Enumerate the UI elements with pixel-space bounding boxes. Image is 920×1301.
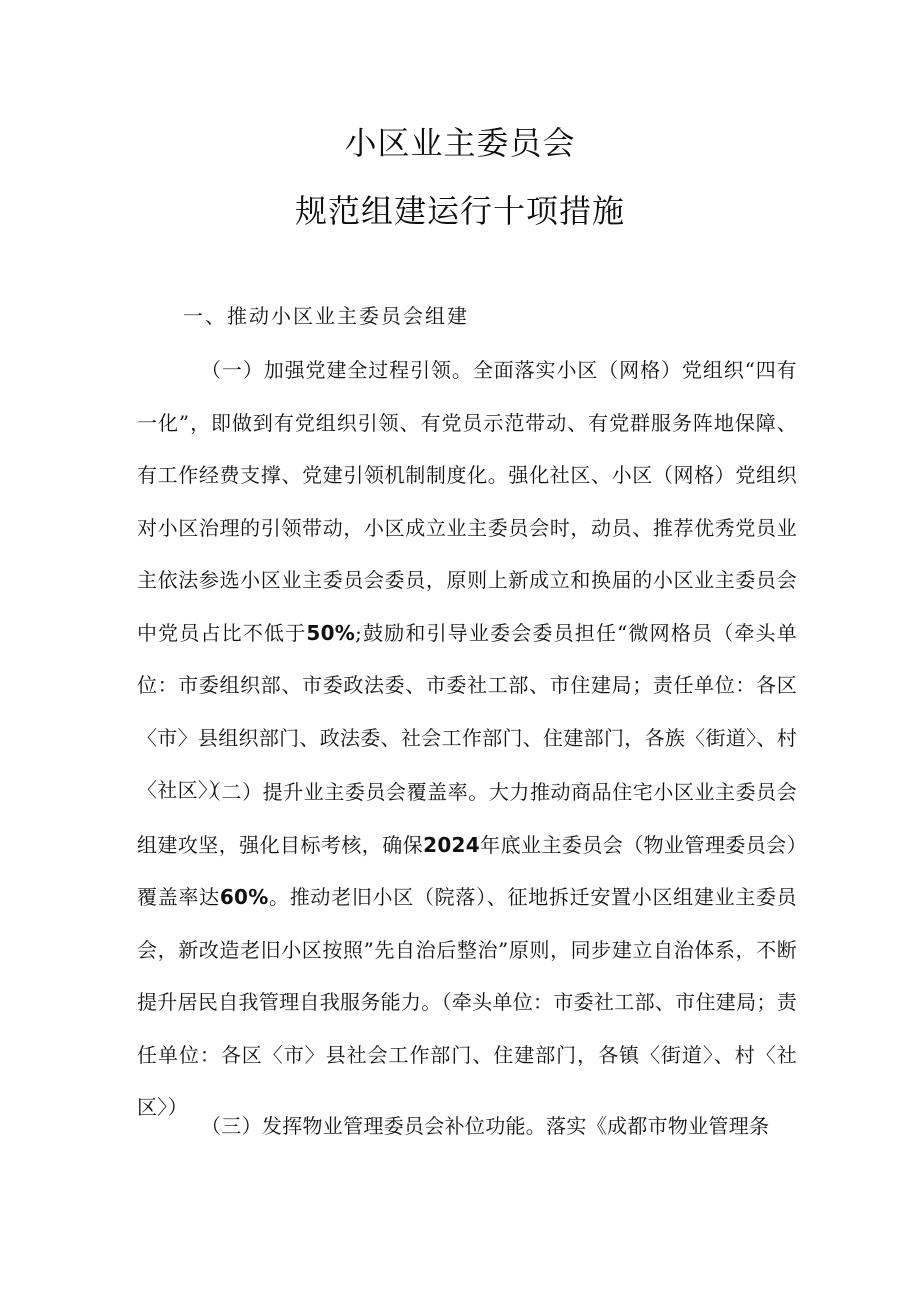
paragraph-2-year: 2024 [423,832,480,857]
paragraph-2-text-b: 年底业主委员会（物业管理委员会）覆盖率达 [137,832,797,909]
document-title-line-2: 规范组建运行十项措施 [294,192,625,230]
paragraph-2-percent: 60% [219,885,269,909]
paragraph-2 [137,766,797,1134]
paragraph-2-text-c: 。推动老旧小区（院落）、征地拆迁安置小区组建业主委员会，新改造老旧小区按照”先自治后整治”原则，同步建立自治体系，不断提升居民自我管理自我服务能力。（牵头单位：市委社工部、市住建局；责任单位：各区〈市〉县社会工作部门、住建部门，各镇〈街道〉、村〈社区〉） [137,885,797,1119]
paragraph-3 [137,1100,797,1153]
section-heading: 一、推动小区业主委员会组建 [183,304,469,328]
paragraph-2-text-a: （二）提升业主委员会覆盖率。大力推动商品住宅小区业主委员会组建攻坚，强化目标考核，确保 [137,780,797,857]
paragraph-1-text-b: ;鼓励和引导业委会委员担任“微网格员（牵头单位：市委组织部、市委政法委、市委社工部、市住建局；责任单位：各区〈市〉县组织部门、政法委、社会工作部门、住建部门，各族〈街道〉、村〈社区〉） [137,620,798,802]
paragraph-1-percent: 50% [306,620,356,645]
document-title-line-1: 小区业主委员会 [344,124,576,162]
paragraph-3-text-a: （三）发挥物业管理委员会补位功能。落实《成都市物业管理条 [201,1114,770,1138]
paragraph-1-text-a: （一）加强党建全过程引领。全面落实小区（网格）党组织“四有一化”，即做到有党组织引领、有党员示范带动、有党群服务阵地保障、有工作经费支撑、党建引领机制制度化。强化社区、小区（网格）党组织对小区治理的引领带动，小区成立业主委员会时，动员、推荐优秀党员业主依法参选小区业主委员会委员，原则上新成立和换届的小区业主委员会中党员占比不低于 [137,358,797,645]
paragraph-1 [137,344,797,817]
